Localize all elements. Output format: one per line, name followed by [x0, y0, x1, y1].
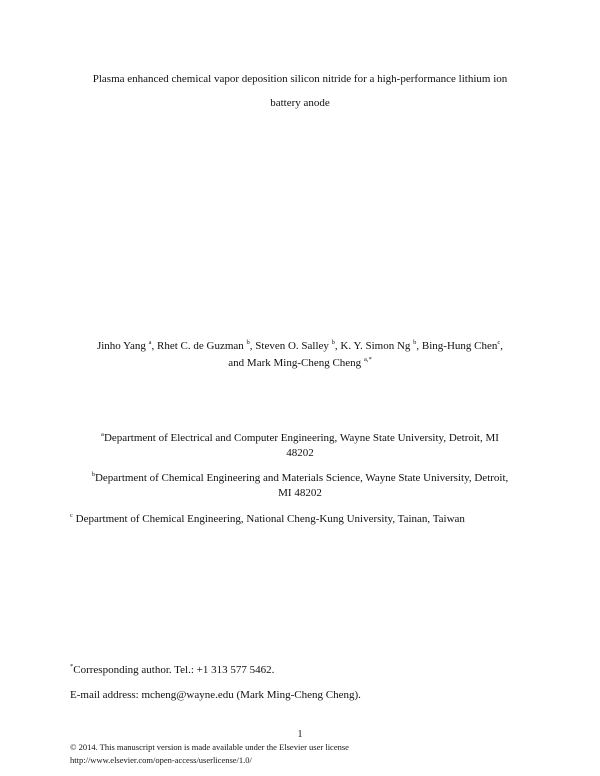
author-affiliation-mark: b [331, 339, 335, 346]
affiliation-b [0, 471, 600, 501]
affiliation-text: Department of Chemical Engineering and Materials Science, Wayne State University, Detroit, [94, 472, 509, 484]
affiliation-text-cont: 48202 [286, 447, 314, 459]
author-separator: , [334, 340, 341, 352]
affiliation-mark: c [70, 512, 73, 519]
author-line-2 [0, 355, 600, 372]
author-affiliation-mark: c [497, 339, 501, 346]
author-affiliation-mark: a,* [363, 356, 372, 363]
corresponding-text: Corresponding author. Tel.: +1 313 577 5462. [73, 664, 275, 676]
author-affiliation-mark: a [148, 339, 152, 346]
author-separator: , [249, 340, 256, 352]
affiliation-a [0, 431, 600, 461]
author-separator: , [416, 340, 422, 352]
license-note [70, 741, 349, 767]
title-line-1: Plasma enhanced chemical vapor deposition silicon nitride for a high-performance lithium ion [92, 73, 508, 85]
affiliation-mark: b [91, 471, 95, 478]
affiliation-mark: a [101, 431, 104, 438]
affiliation-text: Department of Chemical Engineering, National Cheng-Kung University, Tainan, Taiwan [72, 513, 465, 525]
paper-title [0, 67, 600, 115]
affiliation-text-cont: MI 48202 [278, 487, 322, 499]
license-text: © 2014. This manuscript version is made available under the Elsevier user license [70, 742, 349, 752]
author-line-1 [0, 338, 600, 355]
author-name: Rhet C. de Guzman [157, 340, 247, 352]
author-name: K. Y. Simon Ng [340, 340, 414, 352]
author-list [0, 338, 600, 372]
affiliation-text: Department of Electrical and Computer Engineering, Wayne State University, Detroit, MI [103, 432, 499, 444]
author-affiliation-mark: b [413, 339, 417, 346]
author-name: and Mark Ming-Cheng Cheng [228, 357, 364, 369]
author-affiliation-mark: b [246, 339, 250, 346]
author-separator: , [500, 340, 504, 352]
email-address-line: E-mail address: mcheng@wayne.edu (Mark Ming-Cheng Cheng). [70, 689, 361, 701]
corresponding-author-note [70, 664, 274, 676]
author-name: Steven O. Salley [255, 340, 332, 352]
author-separator: , [151, 340, 157, 352]
title-line-2: battery anode [270, 97, 330, 109]
license-url: http://www.elsevier.com/open-access/userlicense/1.0/ [70, 755, 252, 765]
author-name: Jinho Yang [96, 340, 149, 352]
page-number: 1 [297, 729, 303, 740]
affiliation-c [70, 512, 465, 527]
author-name: Bing-Hung Chen [421, 340, 498, 352]
corresponding-mark: * [70, 663, 74, 670]
